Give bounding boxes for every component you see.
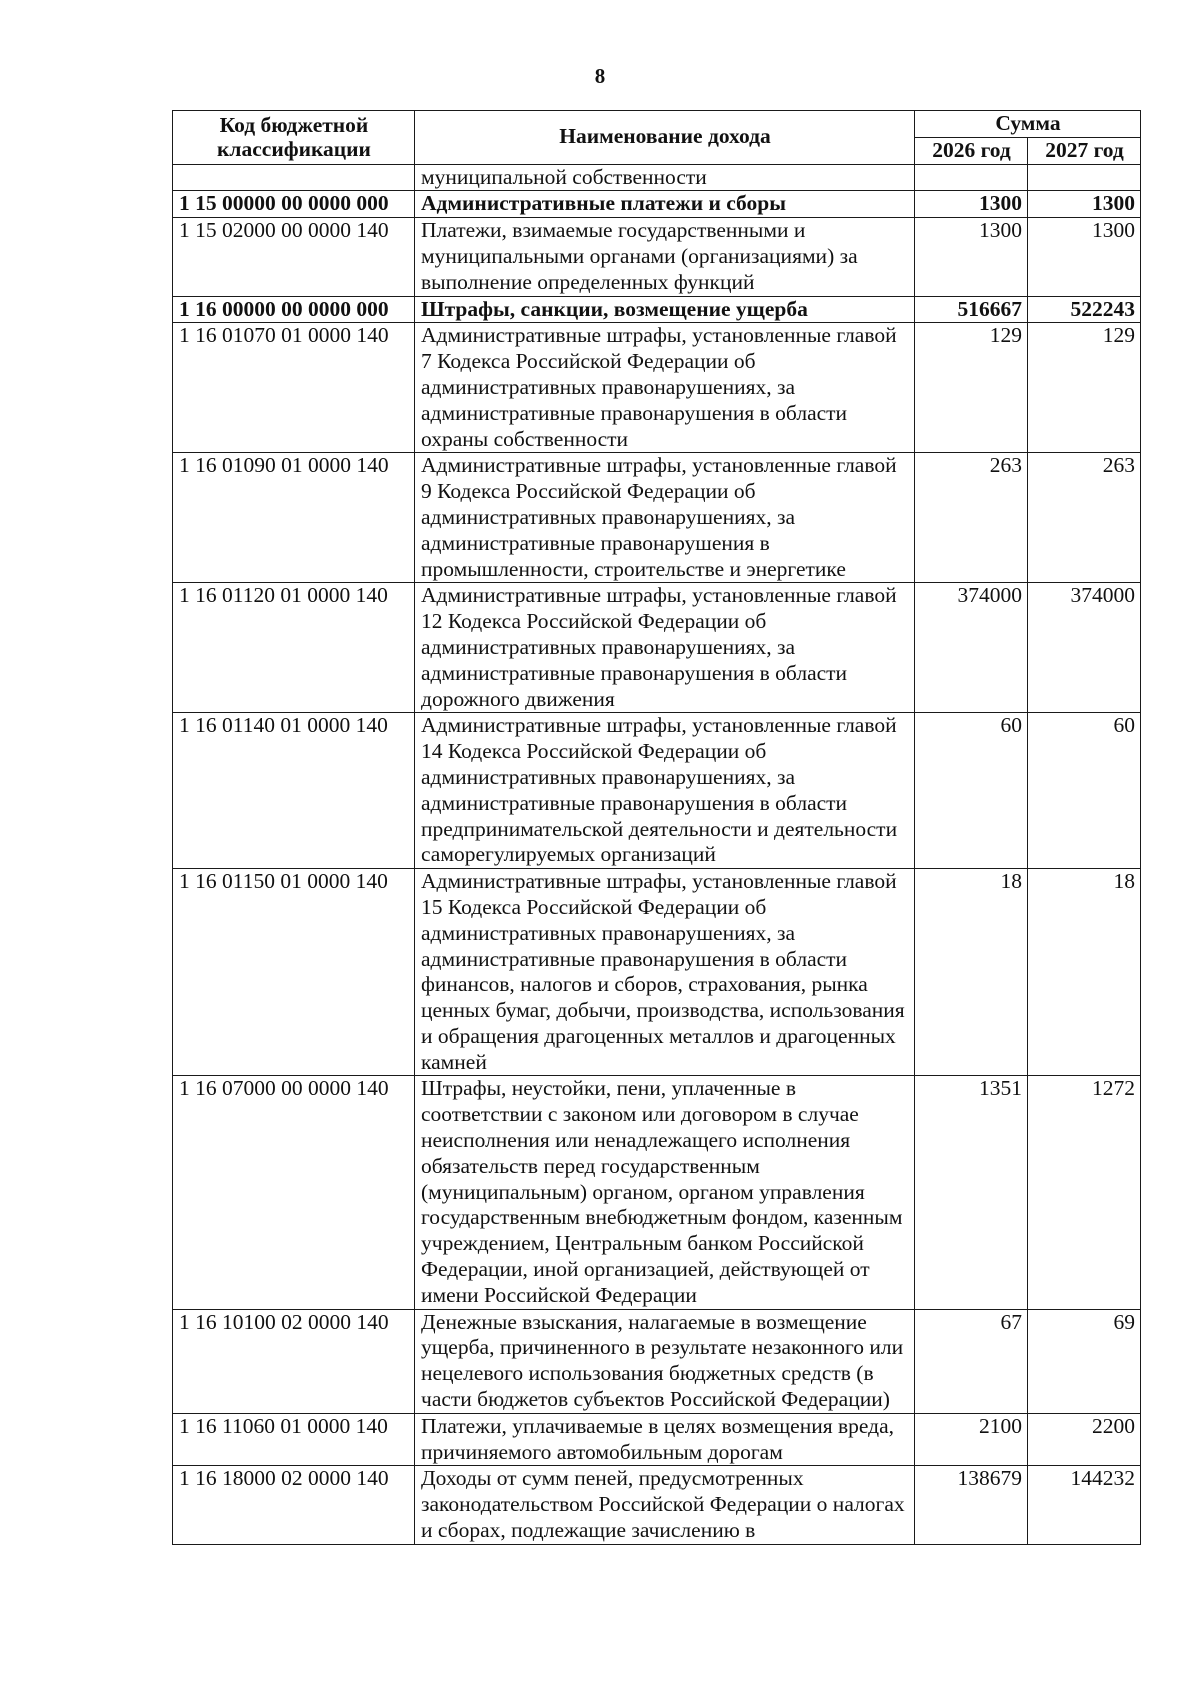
table-row — [173, 1309, 1141, 1413]
row-name: Денежные взыскания, налагаемые в возмещение ущерба, причиненного в результате незаконного или нецелевого использования бюджетных средств (в части бюджетов субъектов Российской Федерации) — [415, 1309, 915, 1413]
table-row — [173, 1076, 1141, 1309]
table-row — [173, 218, 1141, 296]
row-amount-2026: 374000 — [915, 583, 1028, 713]
row-amount-2027: 69 — [1028, 1309, 1141, 1413]
header-year-2027: 2027 год — [1028, 137, 1141, 164]
row-amount-2026: 1300 — [915, 191, 1028, 218]
row-amount-2026: 18 — [915, 869, 1028, 1076]
row-name: Административные штрафы, установленные главой 9 Кодекса Российской Федерации об административных правонарушениях, за административные правонарушения в промышленности, строительстве и энергетике — [415, 453, 915, 583]
table-row — [173, 713, 1141, 869]
table-header — [173, 111, 1141, 165]
table-row — [173, 323, 1141, 453]
row-name: Административные платежи и сборы — [415, 191, 915, 218]
row-amount-2026: 516667 — [915, 296, 1028, 323]
row-code: 1 16 11060 01 0000 140 — [173, 1413, 415, 1466]
row-amount-2026: 263 — [915, 453, 1028, 583]
row-code: 1 16 01140 01 0000 140 — [173, 713, 415, 869]
row-amount-2026: 1300 — [915, 218, 1028, 296]
row-name: Доходы от сумм пеней, предусмотренных законодательством Российской Федерации о налогах и сборах, подлежащие зачислению в — [415, 1466, 915, 1544]
row-code: 1 16 01090 01 0000 140 — [173, 453, 415, 583]
row-amount-2026: 138679 — [915, 1466, 1028, 1544]
table-row — [173, 164, 1141, 191]
row-amount-2027: 1272 — [1028, 1076, 1141, 1309]
revenue-table — [172, 110, 1141, 1545]
row-name: Административные штрафы, установленные главой 15 Кодекса Российской Федерации об административных правонарушениях, за административные правонарушения в области финансов, налогов и сборов, страхования, рынка ценных бумаг, добычи, производства, использования и обращения драгоценных металлов и драгоценных камней — [415, 869, 915, 1076]
header-year-2026: 2026 год — [915, 137, 1028, 164]
row-amount-2026 — [915, 164, 1028, 191]
table-row — [173, 869, 1141, 1076]
row-code: 1 15 02000 00 0000 140 — [173, 218, 415, 296]
row-code: 1 15 00000 00 0000 000 — [173, 191, 415, 218]
row-name: Административные штрафы, установленные главой 7 Кодекса Российской Федерации об административных правонарушениях, за административные правонарушения в области охраны собственности — [415, 323, 915, 453]
row-name: муниципальной собственности — [415, 164, 915, 191]
table-row — [173, 1413, 1141, 1466]
row-amount-2027: 1300 — [1028, 218, 1141, 296]
row-code: 1 16 18000 02 0000 140 — [173, 1466, 415, 1544]
row-amount-2027: 374000 — [1028, 583, 1141, 713]
row-amount-2026: 2100 — [915, 1413, 1028, 1466]
header-code: Код бюджетной классификации — [173, 111, 415, 165]
row-amount-2026: 129 — [915, 323, 1028, 453]
row-amount-2026: 1351 — [915, 1076, 1028, 1309]
row-name: Штрафы, неустойки, пени, уплаченные в соответствии с законом или договором в случае неисполнения или ненадлежащего исполнения обязательств перед государственным (муниципальным) органом, органом управления государственным внебюджетным фондом, казенным учреждением, Центральным банком Российской Федерации, иной организацией, действующей от имени Российской Федерации — [415, 1076, 915, 1309]
row-amount-2027: 144232 — [1028, 1466, 1141, 1544]
header-row-1 — [173, 111, 1141, 138]
row-code: 1 16 00000 00 0000 000 — [173, 296, 415, 323]
row-amount-2027 — [1028, 164, 1141, 191]
row-amount-2027: 263 — [1028, 453, 1141, 583]
row-amount-2027: 18 — [1028, 869, 1141, 1076]
row-amount-2027: 2200 — [1028, 1413, 1141, 1466]
row-name: Штрафы, санкции, возмещение ущерба — [415, 296, 915, 323]
row-amount-2027: 522243 — [1028, 296, 1141, 323]
row-name: Административные штрафы, установленные главой 12 Кодекса Российской Федерации об административных правонарушениях, за административные правонарушения в области дорожного движения — [415, 583, 915, 713]
table-row — [173, 583, 1141, 713]
table-row — [173, 296, 1141, 323]
row-amount-2027: 129 — [1028, 323, 1141, 453]
row-amount-2027: 60 — [1028, 713, 1141, 869]
row-name: Платежи, уплачиваемые в целях возмещения вреда, причиняемого автомобильным дорогам — [415, 1413, 915, 1466]
header-name: Наименование дохода — [415, 111, 915, 165]
page-number: 8 — [594, 64, 606, 88]
row-code: 1 16 01120 01 0000 140 — [173, 583, 415, 713]
row-name: Платежи, взимаемые государственными и муниципальными органами (организациями) за выполнение определенных функций — [415, 218, 915, 296]
row-code: 1 16 07000 00 0000 140 — [173, 1076, 415, 1309]
header-sum: Сумма — [915, 111, 1141, 138]
row-code: 1 16 10100 02 0000 140 — [173, 1309, 415, 1413]
row-amount-2026: 60 — [915, 713, 1028, 869]
table-body — [173, 164, 1141, 1544]
table-row — [173, 1466, 1141, 1544]
table-row — [173, 453, 1141, 583]
row-code — [173, 164, 415, 191]
table-row — [173, 191, 1141, 218]
row-code: 1 16 01070 01 0000 140 — [173, 323, 415, 453]
row-code: 1 16 01150 01 0000 140 — [173, 869, 415, 1076]
row-amount-2026: 67 — [915, 1309, 1028, 1413]
row-amount-2027: 1300 — [1028, 191, 1141, 218]
row-name: Административные штрафы, установленные главой 14 Кодекса Российской Федерации об административных правонарушениях, за административные правонарушения в области предпринимательской деятельности и деятельности саморегулируемых организаций — [415, 713, 915, 869]
